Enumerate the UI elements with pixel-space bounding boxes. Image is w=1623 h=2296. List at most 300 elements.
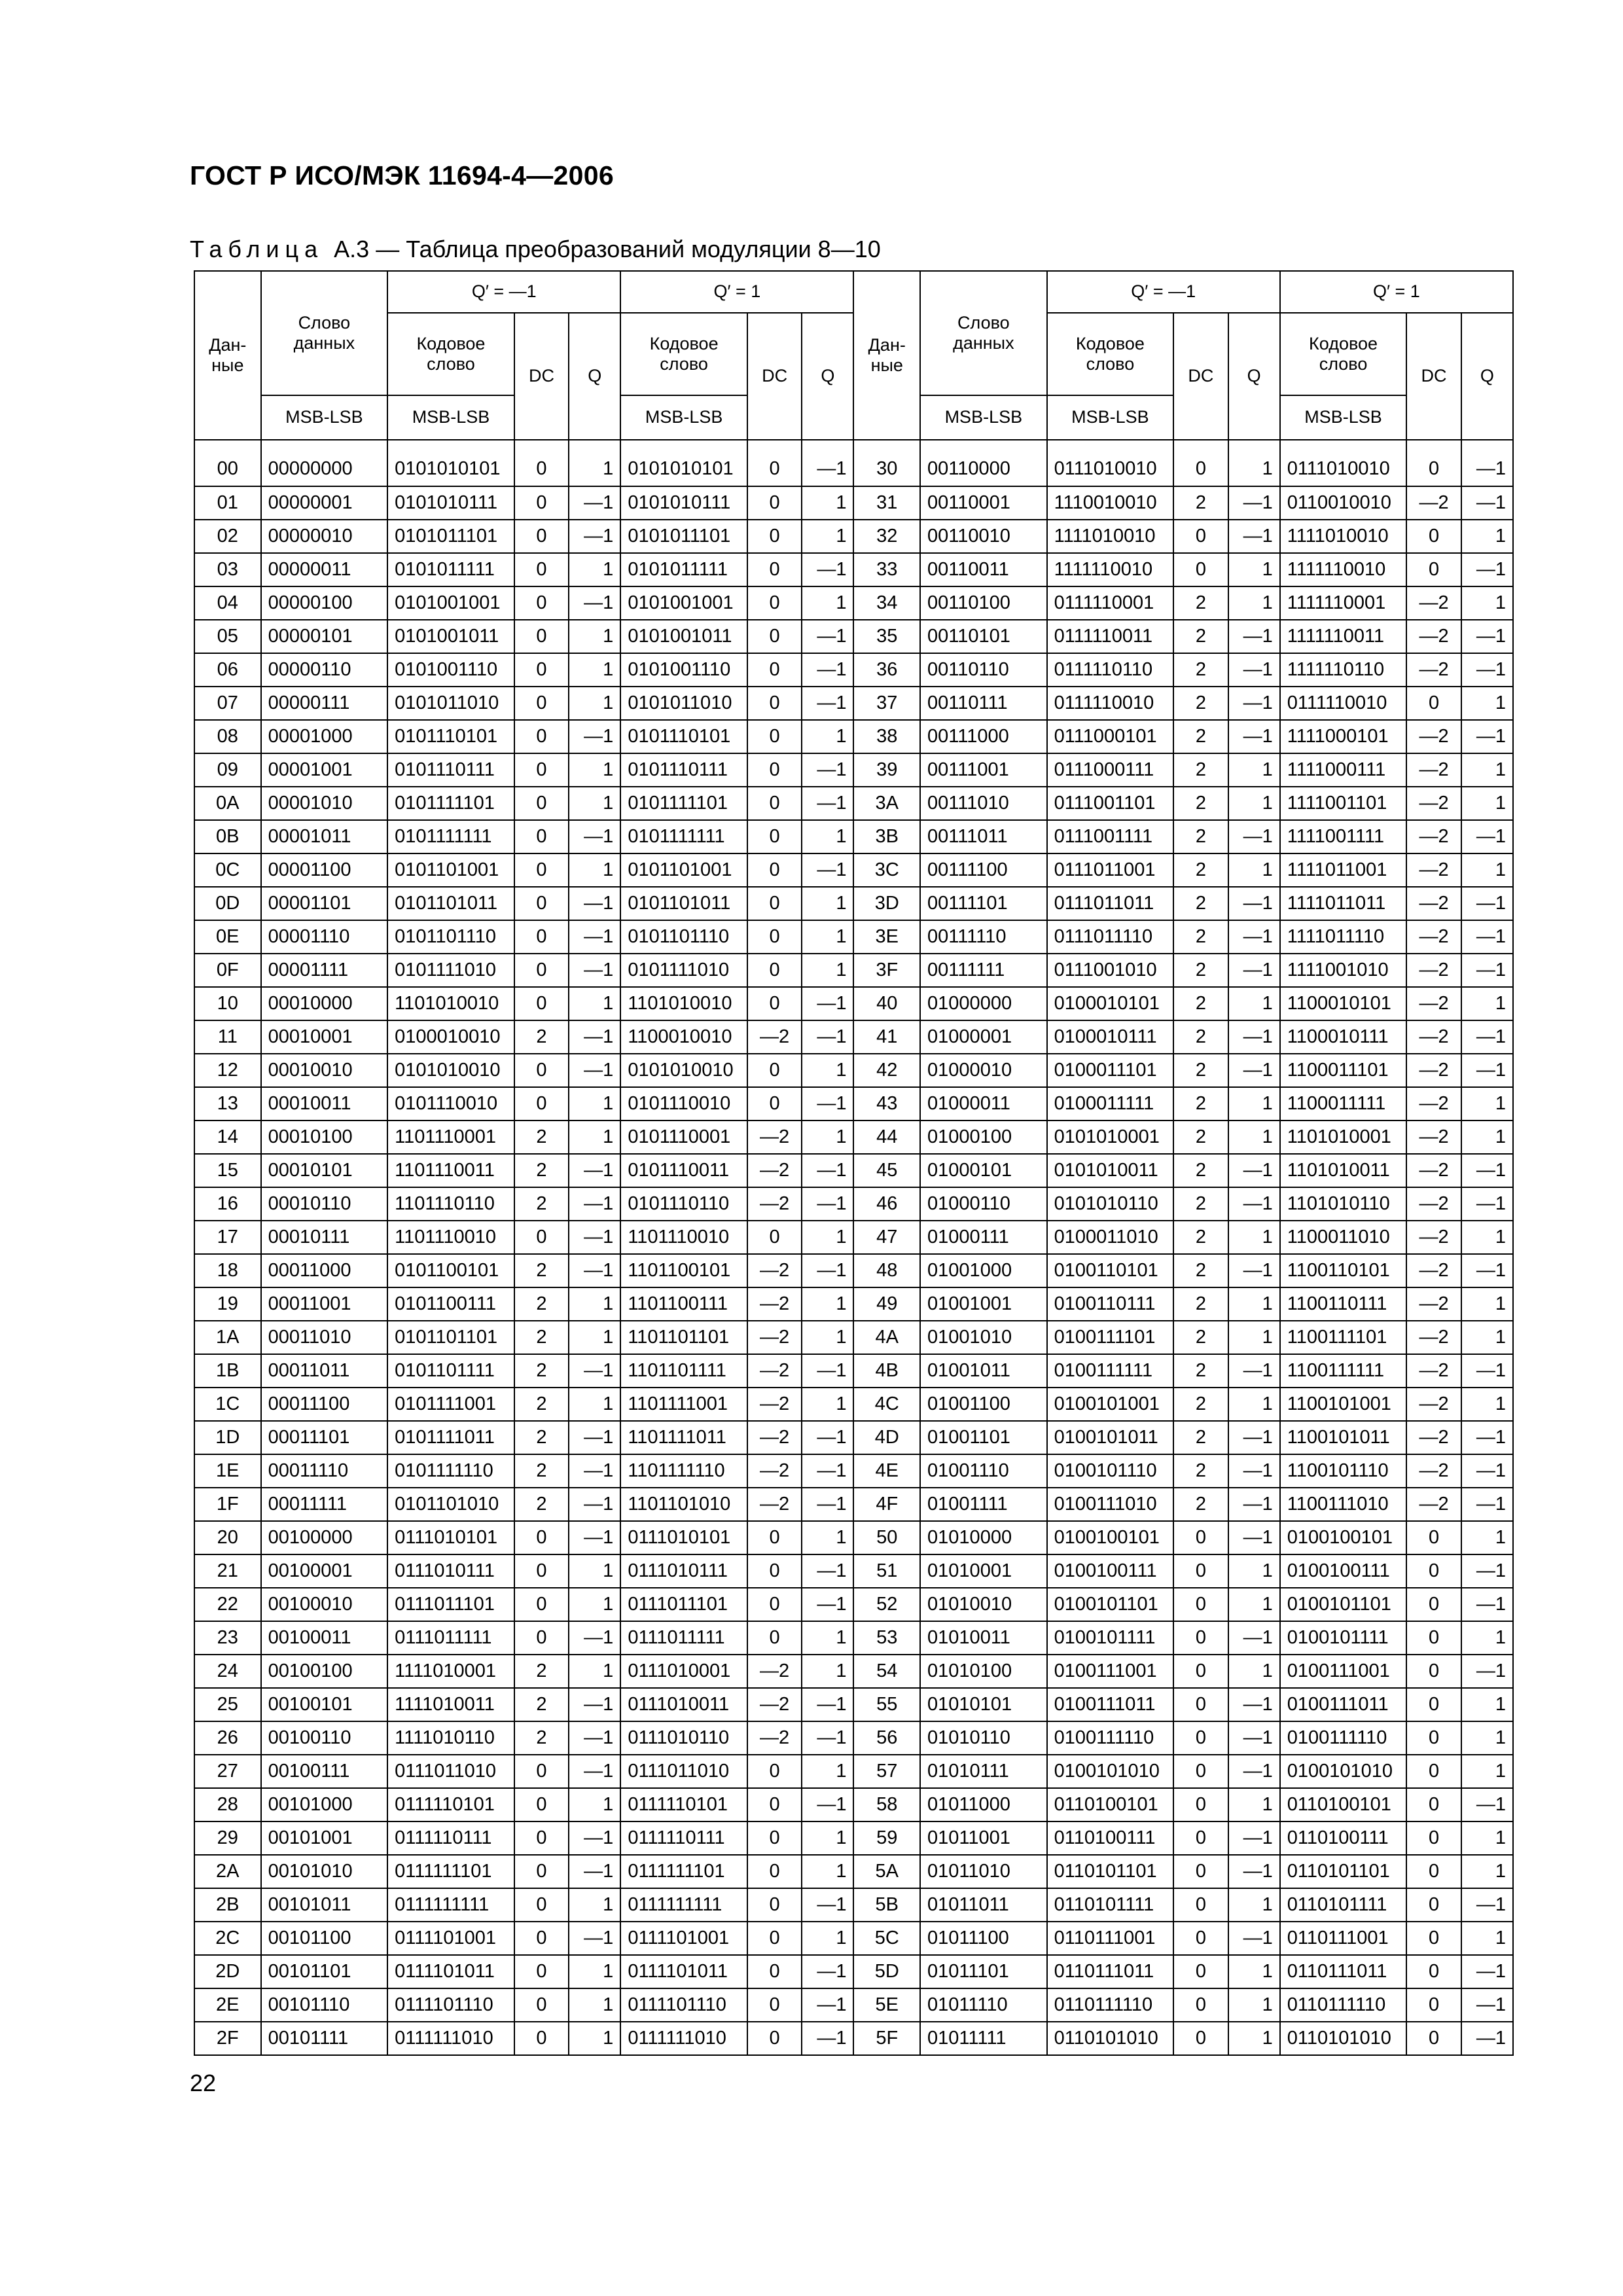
table-row	[194, 520, 1513, 553]
data-word-cell: 01001010	[920, 1321, 1047, 1354]
data-hex-cell: 3D	[853, 887, 920, 920]
data-hex-cell: 40	[853, 987, 920, 1020]
q-neg-cell: —1	[569, 1922, 620, 1955]
dc-pos-cell: —2	[1406, 1421, 1461, 1454]
code-word-pos-cell: 1100011010	[1280, 1221, 1407, 1254]
dc-pos-cell: 0	[747, 586, 802, 620]
header-msb-lsb: MSB-LSB	[620, 395, 747, 440]
dc-pos-cell: 0	[1406, 1955, 1461, 1988]
q-pos-cell: 1	[1461, 1388, 1513, 1421]
dc-pos-cell: —2	[747, 1488, 802, 1521]
data-word-cell: 01010011	[920, 1621, 1047, 1655]
code-word-neg-cell: 0110111011	[1047, 1955, 1174, 1988]
data-hex-cell: 31	[853, 486, 920, 520]
data-hex-cell: 0A	[194, 787, 261, 820]
data-hex-cell: 53	[853, 1621, 920, 1655]
q-pos-cell: —1	[802, 1988, 853, 2022]
q-neg-cell: —1	[1228, 1187, 1280, 1221]
q-pos-cell: 1	[1461, 987, 1513, 1020]
q-pos-cell: 1	[802, 920, 853, 954]
code-word-pos-cell: 0101010010	[620, 1054, 747, 1087]
dc-neg-cell: 2	[1173, 920, 1228, 954]
header-msb-lsb: MSB-LSB	[920, 395, 1047, 440]
data-word-cell: 00001100	[261, 853, 388, 887]
data-hex-cell: 23	[194, 1621, 261, 1655]
data-hex-cell: 4D	[853, 1421, 920, 1454]
dc-pos-cell: 0	[1406, 440, 1461, 486]
q-neg-cell: 1	[1228, 1221, 1280, 1254]
data-hex-cell: 04	[194, 586, 261, 620]
code-word-neg-cell: 1101110011	[387, 1154, 514, 1187]
data-word-cell: 01011110	[920, 1988, 1047, 2022]
data-hex-cell: 0B	[194, 820, 261, 853]
code-word-pos-cell: 1101010110	[1280, 1187, 1407, 1221]
code-word-neg-cell: 0111101110	[387, 1988, 514, 2022]
q-pos-cell: —1	[802, 1421, 853, 1454]
code-word-neg-cell: 1101110001	[387, 1121, 514, 1154]
q-pos-cell: —1	[802, 653, 853, 687]
data-hex-cell: 3E	[853, 920, 920, 954]
code-word-neg-cell: 0101111001	[387, 1388, 514, 1421]
code-word-neg-cell: 0111001111	[1047, 820, 1174, 853]
code-word-neg-cell: 0111101001	[387, 1922, 514, 1955]
code-word-neg-cell: 0110101111	[1047, 1888, 1174, 1922]
dc-pos-cell: 0	[747, 1821, 802, 1855]
q-pos-cell: —1	[802, 1354, 853, 1388]
dc-pos-cell: 0	[747, 2022, 802, 2055]
header-msb-lsb: MSB-LSB	[1047, 395, 1174, 440]
dc-neg-cell: 0	[514, 1988, 569, 2022]
table-row	[194, 1888, 1513, 1922]
data-hex-cell: 41	[853, 1020, 920, 1054]
dc-neg-cell: 2	[1173, 1054, 1228, 1087]
code-word-neg-cell: 1101010010	[387, 987, 514, 1020]
code-word-neg-cell: 0111001010	[1047, 954, 1174, 987]
dc-pos-cell: 0	[1406, 1855, 1461, 1888]
data-word-cell: 01010110	[920, 1721, 1047, 1755]
dc-pos-cell: 0	[1406, 1621, 1461, 1655]
q-pos-cell: 1	[1461, 520, 1513, 553]
code-word-pos-cell: 0110111011	[1280, 1955, 1407, 1988]
q-neg-cell: 1	[569, 1588, 620, 1621]
dc-pos-cell: 0	[747, 1922, 802, 1955]
data-word-cell: 00101100	[261, 1922, 388, 1955]
code-word-neg-cell: 0111110011	[1047, 620, 1174, 653]
dc-neg-cell: 2	[514, 1721, 569, 1755]
code-word-neg-cell: 0101111010	[387, 954, 514, 987]
dc-neg-cell: 0	[514, 1588, 569, 1621]
data-hex-cell: 28	[194, 1788, 261, 1821]
q-neg-cell: 1	[1228, 586, 1280, 620]
q-pos-cell: —1	[1461, 2022, 1513, 2055]
q-neg-cell: 1	[569, 1788, 620, 1821]
data-word-cell: 00101011	[261, 1888, 388, 1922]
dc-neg-cell: 2	[1173, 1154, 1228, 1187]
q-pos-cell: —1	[802, 1554, 853, 1588]
dc-pos-cell: 0	[747, 687, 802, 720]
q-neg-cell: —1	[569, 1154, 620, 1187]
data-hex-cell: 50	[853, 1521, 920, 1554]
dc-pos-cell: —2	[747, 1721, 802, 1755]
code-word-pos-cell: 1111110011	[1280, 620, 1407, 653]
data-word-cell: 00001111	[261, 954, 388, 987]
data-hex-cell: 3C	[853, 853, 920, 887]
dc-neg-cell: 0	[1173, 1588, 1228, 1621]
q-neg-cell: —1	[1228, 1855, 1280, 1888]
code-word-pos-cell: 1100011111	[1280, 1087, 1407, 1121]
q-neg-cell: 1	[1228, 1087, 1280, 1121]
code-word-neg-cell: 0100101111	[1047, 1621, 1174, 1655]
q-neg-cell: —1	[569, 486, 620, 520]
dc-neg-cell: 0	[514, 440, 569, 486]
code-word-neg-cell: 0111010101	[387, 1521, 514, 1554]
q-neg-cell: —1	[569, 820, 620, 853]
code-word-neg-cell: 0110100101	[1047, 1788, 1174, 1821]
data-word-cell: 00000000	[261, 440, 388, 486]
q-neg-cell: 1	[1228, 1588, 1280, 1621]
code-word-neg-cell: 0100101010	[1047, 1755, 1174, 1788]
data-word-cell: 00100100	[261, 1655, 388, 1688]
data-word-cell: 00000010	[261, 520, 388, 553]
data-hex-cell: 12	[194, 1054, 261, 1087]
code-word-neg-cell: 0111000101	[1047, 720, 1174, 753]
q-neg-cell: —1	[1228, 1421, 1280, 1454]
q-neg-cell: —1	[569, 586, 620, 620]
q-neg-cell: 1	[1228, 1788, 1280, 1821]
code-word-neg-cell: 0101011010	[387, 687, 514, 720]
code-word-pos-cell: 1101111110	[620, 1454, 747, 1488]
code-word-neg-cell: 0101101101	[387, 1321, 514, 1354]
q-pos-cell: —1	[802, 1888, 853, 1922]
dc-pos-cell: 0	[747, 753, 802, 787]
q-neg-cell: 1	[569, 440, 620, 486]
data-word-cell: 00001110	[261, 920, 388, 954]
dc-neg-cell: 0	[514, 1621, 569, 1655]
dc-pos-cell: —2	[1406, 1321, 1461, 1354]
q-pos-cell: 1	[1461, 787, 1513, 820]
dc-pos-cell: —2	[1406, 1354, 1461, 1388]
dc-pos-cell: 0	[1406, 1788, 1461, 1821]
q-pos-cell: 1	[802, 1054, 853, 1087]
q-neg-cell: —1	[569, 1755, 620, 1788]
table-row	[194, 1287, 1513, 1321]
dc-pos-cell: —2	[1406, 1254, 1461, 1287]
code-word-neg-cell: 0100010111	[1047, 1020, 1174, 1054]
data-word-cell: 00110101	[920, 620, 1047, 653]
data-word-cell: 00110010	[920, 520, 1047, 553]
code-word-neg-cell: 0101110101	[387, 720, 514, 753]
data-hex-cell: 48	[853, 1254, 920, 1287]
q-pos-cell: —1	[1461, 440, 1513, 486]
q-pos-cell: —1	[802, 2022, 853, 2055]
header-q: Q	[569, 313, 620, 440]
code-word-pos-cell: 1100010010	[620, 1020, 747, 1054]
conversion-table	[194, 270, 1514, 2056]
code-word-neg-cell: 0111011001	[1047, 853, 1174, 887]
code-word-pos-cell: 0101110001	[620, 1121, 747, 1154]
code-word-neg-cell: 0101111110	[387, 1454, 514, 1488]
dc-neg-cell: 2	[1173, 954, 1228, 987]
dc-neg-cell: 2	[514, 1254, 569, 1287]
table-row	[194, 1988, 1513, 2022]
code-word-pos-cell: 0101111101	[620, 787, 747, 820]
data-word-cell: 00000011	[261, 553, 388, 586]
q-pos-cell: —1	[802, 1087, 853, 1121]
data-word-cell: 00100010	[261, 1588, 388, 1621]
dc-neg-cell: 0	[1173, 1821, 1228, 1855]
q-neg-cell: —1	[1228, 1621, 1280, 1655]
table-row	[194, 1388, 1513, 1421]
q-pos-cell: —1	[1461, 1955, 1513, 1988]
code-word-pos-cell: 0111010111	[620, 1554, 747, 1588]
header-q-neg-right: Q′ = —1	[1047, 271, 1280, 313]
header-q: Q	[802, 313, 853, 440]
q-pos-cell: 1	[1461, 1521, 1513, 1554]
code-word-neg-cell: 1111010001	[387, 1655, 514, 1688]
dc-neg-cell: 0	[514, 753, 569, 787]
q-neg-cell: 1	[569, 553, 620, 586]
dc-neg-cell: 0	[514, 553, 569, 586]
code-word-neg-cell: 1110010010	[1047, 486, 1174, 520]
code-word-pos-cell: 0110101010	[1280, 2022, 1407, 2055]
q-neg-cell: —1	[569, 1521, 620, 1554]
q-pos-cell: —1	[802, 1588, 853, 1621]
code-word-neg-cell: 0111011010	[387, 1755, 514, 1788]
code-word-pos-cell: 1101100111	[620, 1287, 747, 1321]
table-row	[194, 1154, 1513, 1187]
dc-neg-cell: 2	[1173, 1421, 1228, 1454]
q-neg-cell: —1	[569, 520, 620, 553]
data-hex-cell: 13	[194, 1087, 261, 1121]
header-msb-lsb: MSB-LSB	[1280, 395, 1407, 440]
q-neg-cell: —1	[569, 1621, 620, 1655]
data-hex-cell: 1C	[194, 1388, 261, 1421]
code-word-pos-cell: 0100111001	[1280, 1655, 1407, 1688]
data-hex-cell: 3F	[853, 954, 920, 987]
dc-neg-cell: 2	[1173, 1354, 1228, 1388]
dc-pos-cell: 0	[1406, 1688, 1461, 1721]
data-word-cell: 01010100	[920, 1655, 1047, 1688]
data-hex-cell: 45	[853, 1154, 920, 1187]
dc-pos-cell: 0	[747, 853, 802, 887]
dc-neg-cell: 2	[1173, 853, 1228, 887]
dc-pos-cell: —2	[747, 1121, 802, 1154]
code-word-neg-cell: 0111111010	[387, 2022, 514, 2055]
data-word-cell: 00000101	[261, 620, 388, 653]
data-word-cell: 01000010	[920, 1054, 1047, 1087]
code-word-pos-cell: 1100010101	[1280, 987, 1407, 1020]
data-hex-cell: 1D	[194, 1421, 261, 1454]
dc-neg-cell: 2	[514, 1154, 569, 1187]
q-pos-cell: —1	[802, 440, 853, 486]
q-neg-cell: —1	[1228, 1354, 1280, 1388]
code-word-neg-cell: 0101010011	[1047, 1154, 1174, 1187]
code-word-pos-cell: 0110111001	[1280, 1922, 1407, 1955]
q-pos-cell: 1	[1461, 1922, 1513, 1955]
data-hex-cell: 1F	[194, 1488, 261, 1521]
dc-neg-cell: 2	[514, 1688, 569, 1721]
dc-pos-cell: —2	[1406, 1388, 1461, 1421]
q-pos-cell: 1	[802, 1388, 853, 1421]
data-hex-cell: 2C	[194, 1922, 261, 1955]
q-neg-cell: —1	[1228, 1154, 1280, 1187]
q-pos-cell: —1	[802, 1788, 853, 1821]
q-pos-cell: —1	[802, 553, 853, 586]
q-pos-cell: —1	[1461, 1588, 1513, 1621]
code-word-pos-cell: 1100101110	[1280, 1454, 1407, 1488]
data-word-cell: 00111110	[920, 920, 1047, 954]
dc-neg-cell: 0	[514, 787, 569, 820]
code-word-neg-cell: 0101100101	[387, 1254, 514, 1287]
data-word-cell: 01011111	[920, 2022, 1047, 2055]
code-word-pos-cell: 1101010010	[620, 987, 747, 1020]
dc-pos-cell: 0	[1406, 1821, 1461, 1855]
data-word-cell: 00000100	[261, 586, 388, 620]
q-pos-cell: —1	[802, 1254, 853, 1287]
dc-pos-cell: 0	[1406, 1588, 1461, 1621]
dc-pos-cell: —2	[747, 1154, 802, 1187]
dc-neg-cell: 0	[514, 1755, 569, 1788]
data-hex-cell: 30	[853, 440, 920, 486]
data-word-cell: 00001001	[261, 753, 388, 787]
data-word-cell: 01011001	[920, 1821, 1047, 1855]
dc-pos-cell: —2	[1406, 1054, 1461, 1087]
dc-neg-cell: 0	[514, 954, 569, 987]
code-word-neg-cell: 0101010110	[1047, 1187, 1174, 1221]
table-row	[194, 687, 1513, 720]
q-neg-cell: 1	[1228, 1955, 1280, 1988]
data-hex-cell: 37	[853, 687, 920, 720]
code-word-neg-cell: 0101010101	[387, 440, 514, 486]
q-neg-cell: —1	[1228, 954, 1280, 987]
code-word-neg-cell: 0101110111	[387, 753, 514, 787]
header-msb-lsb: MSB-LSB	[261, 395, 388, 440]
data-word-cell: 01010001	[920, 1554, 1047, 1588]
data-hex-cell: 02	[194, 520, 261, 553]
q-neg-cell: 1	[569, 853, 620, 887]
data-word-cell: 01011010	[920, 1855, 1047, 1888]
code-word-neg-cell: 0101001001	[387, 586, 514, 620]
data-word-cell: 00100110	[261, 1721, 388, 1755]
dc-neg-cell: 2	[514, 1421, 569, 1454]
q-pos-cell: 1	[1461, 1287, 1513, 1321]
q-pos-cell: —1	[1461, 1154, 1513, 1187]
data-hex-cell: 57	[853, 1755, 920, 1788]
q-neg-cell: 1	[569, 1955, 620, 1988]
table-row	[194, 1254, 1513, 1287]
code-word-neg-cell: 0101111011	[387, 1421, 514, 1454]
dc-pos-cell: 0	[747, 1087, 802, 1121]
code-word-pos-cell: 0101101011	[620, 887, 747, 920]
code-word-pos-cell: 0110100111	[1280, 1821, 1407, 1855]
code-word-pos-cell: 0110010010	[1280, 486, 1407, 520]
data-hex-cell: 4A	[853, 1321, 920, 1354]
q-neg-cell: —1	[1228, 653, 1280, 687]
dc-neg-cell: 0	[514, 653, 569, 687]
dc-neg-cell: 2	[1173, 820, 1228, 853]
dc-neg-cell: 2	[514, 1121, 569, 1154]
data-hex-cell: 3A	[853, 787, 920, 820]
dc-neg-cell: 0	[514, 520, 569, 553]
table-row	[194, 753, 1513, 787]
code-word-pos-cell: 1100101001	[1280, 1388, 1407, 1421]
header-code-word: Кодовое слово	[1047, 313, 1174, 395]
dc-pos-cell: —2	[1406, 1488, 1461, 1521]
code-word-pos-cell: 1100101011	[1280, 1421, 1407, 1454]
q-pos-cell: 1	[802, 1221, 853, 1254]
data-word-cell: 00010100	[261, 1121, 388, 1154]
table-row	[194, 1621, 1513, 1655]
code-word-neg-cell: 0101011101	[387, 520, 514, 553]
code-word-neg-cell: 0101010010	[387, 1054, 514, 1087]
data-word-cell: 01000110	[920, 1187, 1047, 1221]
dc-pos-cell: —2	[747, 1688, 802, 1721]
code-word-neg-cell: 0101101001	[387, 853, 514, 887]
dc-neg-cell: 0	[1173, 1621, 1228, 1655]
q-neg-cell: 1	[1228, 987, 1280, 1020]
data-hex-cell: 1A	[194, 1321, 261, 1354]
q-pos-cell: 1	[802, 1121, 853, 1154]
table-row	[194, 887, 1513, 920]
code-word-neg-cell: 1111110010	[1047, 553, 1174, 586]
data-hex-cell: 38	[853, 720, 920, 753]
table-row	[194, 787, 1513, 820]
q-neg-cell: —1	[569, 1488, 620, 1521]
q-pos-cell: 1	[802, 954, 853, 987]
q-neg-cell: —1	[1228, 687, 1280, 720]
code-word-pos-cell: 0100100111	[1280, 1554, 1407, 1588]
code-word-pos-cell: 1101010011	[1280, 1154, 1407, 1187]
dc-neg-cell: 2	[1173, 1321, 1228, 1354]
data-word-cell: 00100111	[261, 1755, 388, 1788]
code-word-neg-cell: 0100101001	[1047, 1388, 1174, 1421]
q-pos-cell: —1	[802, 1154, 853, 1187]
code-word-pos-cell: 1111001101	[1280, 787, 1407, 820]
q-pos-cell: —1	[1461, 1454, 1513, 1488]
dc-pos-cell: —2	[1406, 853, 1461, 887]
dc-neg-cell: 0	[514, 1955, 569, 1988]
dc-neg-cell: 0	[1173, 1922, 1228, 1955]
dc-pos-cell: —2	[1406, 1020, 1461, 1054]
code-word-pos-cell: 0111010110	[620, 1721, 747, 1755]
data-word-cell: 00011010	[261, 1321, 388, 1354]
dc-pos-cell: 0	[747, 1988, 802, 2022]
q-neg-cell: 1	[1228, 2022, 1280, 2055]
code-word-neg-cell: 0101101010	[387, 1488, 514, 1521]
data-hex-cell: 5B	[853, 1888, 920, 1922]
data-hex-cell: 0E	[194, 920, 261, 954]
code-word-pos-cell: 1111001111	[1280, 820, 1407, 853]
q-pos-cell: —1	[1461, 1554, 1513, 1588]
code-word-neg-cell: 0101011111	[387, 553, 514, 586]
data-hex-cell: 27	[194, 1755, 261, 1788]
dc-pos-cell: 0	[747, 1221, 802, 1254]
dc-neg-cell: 0	[1173, 1721, 1228, 1755]
code-word-pos-cell: 0111111111	[620, 1888, 747, 1922]
code-word-neg-cell: 0100011010	[1047, 1221, 1174, 1254]
data-hex-cell: 11	[194, 1020, 261, 1054]
dc-pos-cell: 0	[747, 440, 802, 486]
dc-pos-cell: —2	[1406, 720, 1461, 753]
code-word-neg-cell: 0100011111	[1047, 1087, 1174, 1121]
code-word-pos-cell: 1111110110	[1280, 653, 1407, 687]
table-row	[194, 1020, 1513, 1054]
table-row	[194, 1588, 1513, 1621]
dc-pos-cell: 0	[747, 1054, 802, 1087]
dc-pos-cell: 0	[1406, 1988, 1461, 2022]
dc-pos-cell: 0	[1406, 1655, 1461, 1688]
header-dc: DC	[1406, 313, 1461, 440]
